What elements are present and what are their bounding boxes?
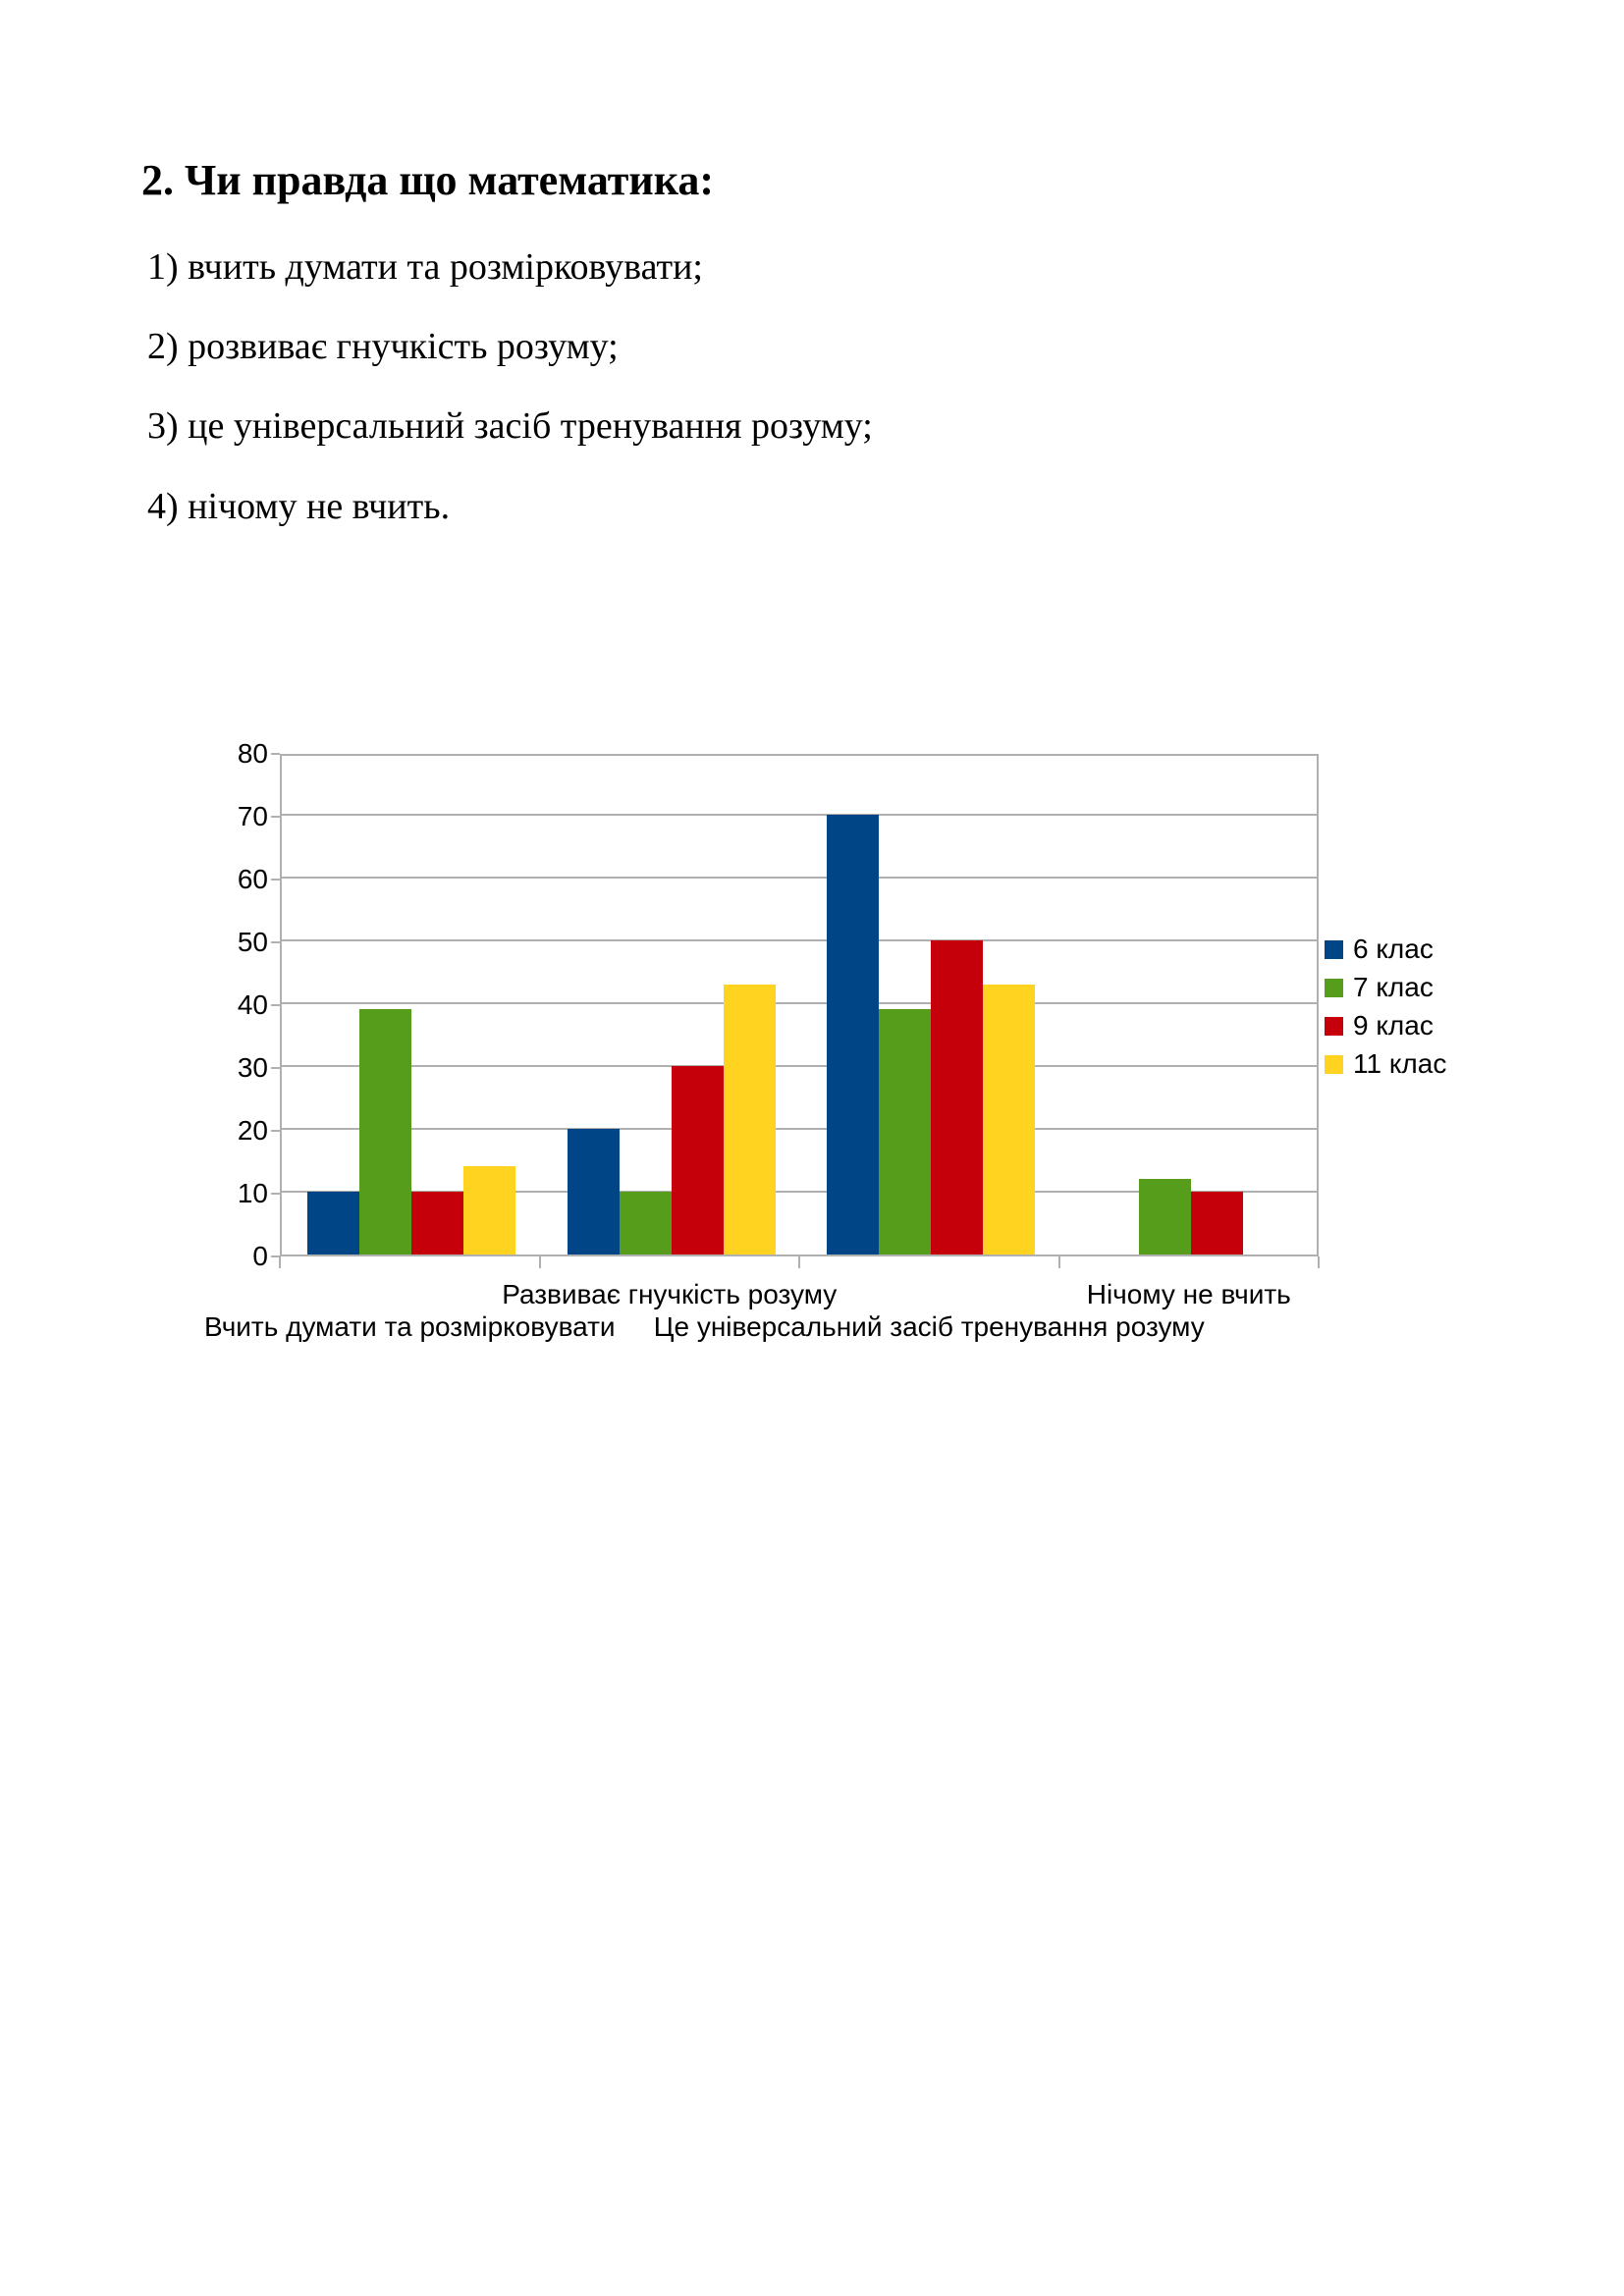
list-item-2: 2) розвиває гнучкість розуму; [147,326,619,367]
y-axis-label: 50 [237,927,268,957]
list-item-4: 4) нічому не вчить. [147,486,451,527]
bar [724,985,776,1255]
gridline [282,814,1317,816]
legend-swatch [1325,979,1343,997]
x-tick [1058,1256,1060,1268]
y-axis-label: 30 [237,1052,268,1083]
y-axis-label: 80 [237,738,268,769]
y-tick [271,1004,280,1006]
y-tick [271,941,280,943]
category-label: Вчить думати та розмірковувати [203,1311,616,1342]
page-title: 2. Чи правда що математика: [141,156,715,204]
bar [568,1129,620,1255]
legend-label: 9 клас [1353,1010,1434,1041]
y-axis-label: 20 [237,1115,268,1146]
gridline [282,1128,1317,1130]
y-tick [271,1130,280,1132]
bar [931,940,983,1255]
legend-item [1325,934,1446,964]
legend [1325,934,1446,1088]
x-tick [1318,1256,1320,1268]
legend-swatch [1325,1055,1343,1074]
bar [1139,1179,1191,1255]
y-tick [271,879,280,881]
y-axis-label: 60 [237,864,268,894]
y-axis-label: 10 [237,1178,268,1208]
gridline [282,877,1317,879]
bar [620,1192,672,1255]
bar [307,1192,359,1255]
list-item-3: 3) це універсальний засіб тренування розуму; [147,405,873,447]
legend-item [1325,1049,1446,1079]
legend-label: 6 клас [1353,934,1434,964]
y-axis-label: 70 [237,801,268,831]
category-label: Це універсальний засіб тренування розуму [653,1311,1205,1342]
x-tick [539,1256,541,1268]
bar [983,985,1035,1255]
bar [1191,1192,1243,1255]
legend-item [1325,1011,1446,1041]
bar [672,1066,724,1255]
survey-bar-chart [203,738,1525,1388]
legend-swatch [1325,940,1343,959]
bar [411,1192,463,1255]
y-tick [271,816,280,818]
gridline [282,1002,1317,1004]
bar [879,1009,931,1255]
legend-label: 11 клас [1353,1048,1447,1079]
legend-label: 7 клас [1353,972,1434,1002]
y-tick [271,1193,280,1195]
category-label: Нічому не вчить [1086,1279,1291,1309]
category-label: Развиває гнучкість розуму [502,1279,838,1309]
gridline [282,1065,1317,1067]
gridline [282,939,1317,941]
bar [827,815,879,1255]
bar [463,1166,515,1255]
legend-item [1325,973,1446,1002]
y-tick [271,753,280,755]
list-item-1: 1) вчить думати та розмірковувати; [147,246,703,288]
legend-swatch [1325,1017,1343,1036]
x-tick [279,1256,281,1268]
y-axis-label: 40 [237,989,268,1020]
y-tick [271,1067,280,1069]
y-axis-label: 0 [252,1241,268,1271]
bar [359,1009,411,1255]
x-tick [798,1256,800,1268]
plot-area [280,754,1319,1256]
